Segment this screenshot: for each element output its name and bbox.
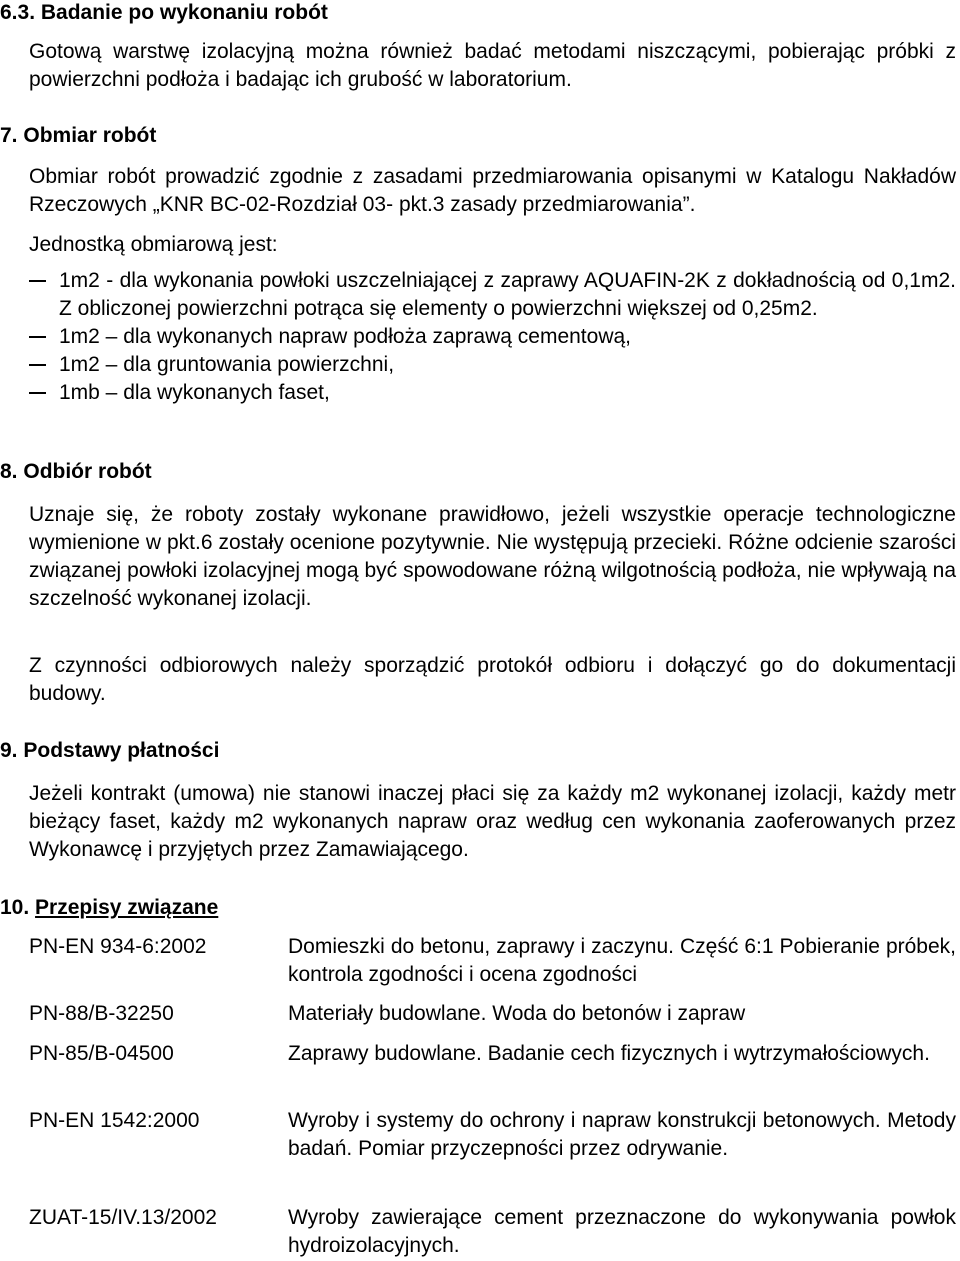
standard-description: Zaprawy budowlane. Badanie cech fizycznych i wytrzymałościowych.: [288, 1042, 930, 1065]
list-item: [29, 351, 956, 379]
section-7-paragraph: Obmiar robót prowadzić zgodnie z zasadami przedmiarowania opisanymi w Katalogu Nakładów Rzeczowych „KNR BC-02-Rozdział 03- pkt.3 zasady przedmiarowania”.: [29, 165, 956, 216]
standard-description: Wyroby zawierające cement przeznaczone do wykonywania powłok hydroizolacyjnych.: [288, 1206, 956, 1257]
list-item-text: 1m2 – dla gruntowania powierzchni,: [59, 353, 395, 376]
section-7-heading: [0, 122, 156, 149]
section-9-heading: [0, 737, 219, 764]
standard-description: Materiały budowlane. Woda do betonów i zapraw: [288, 1002, 746, 1025]
standard-code: PN-EN 1542:2000: [29, 1109, 200, 1132]
section-number: 10.: [0, 896, 30, 919]
dash-bullet-icon: [29, 280, 46, 282]
section-number: 9.: [0, 739, 18, 762]
measurement-unit-list: [29, 267, 956, 407]
dash-bullet-icon: [29, 364, 46, 366]
dash-bullet-icon: [29, 336, 46, 338]
section-title: Odbiór robót: [23, 460, 152, 483]
list-item-text: 1m2 – dla wykonanych napraw podłoża zaprawą cementową,: [59, 325, 631, 348]
standard-code: PN-EN 934-6:2002: [29, 935, 207, 958]
section-number: 8.: [0, 460, 18, 483]
list-item: [29, 379, 956, 407]
section-8-paragraph-2: Z czynności odbiorowych należy sporządzić protokół odbioru i dołączyć go do dokumentacji budowy.: [29, 654, 956, 705]
section-title: Obmiar robót: [23, 124, 157, 147]
section-8-heading: [0, 458, 152, 485]
list-item: [29, 323, 956, 351]
standard-code: ZUAT-15/IV.13/2002: [29, 1206, 217, 1229]
section-9-paragraph: Jeżeli kontrakt (umowa) nie stanowi inaczej płaci się za każdy m2 wykonanej izolacji, każdy metr bieżący faset, każdy m2 wykonanych napraw oraz według cen wykonania zaoferowanych przez Wykonawcę i przyjętych przez Zamawiającego.: [29, 782, 956, 861]
section-title: Przepisy związane: [35, 896, 219, 919]
section-8-paragraph-1: Uznaje się, że roboty zostały wykonane prawidłowo, jeżeli wszystkie operacje technologiczne wymienione w pkt.6 zostały ocenione pozytywnie. Nie występują przecieki. Różne odcienie szarości związanej powłoki izolacyjnej mogą być spowodowane różną wilgotnością podłoża, nie wpływają na szczelność wykonanej izolacji.: [29, 503, 956, 610]
section-title: Podstawy płatności: [23, 739, 220, 762]
list-item-text: 1mb – dla wykonanych faset,: [59, 381, 330, 404]
measurement-unit-intro: Jednostką obmiarową jest:: [29, 233, 278, 256]
dash-bullet-icon: [29, 392, 46, 394]
section-number: 6.3.: [0, 1, 36, 24]
section-10-heading: [0, 894, 218, 921]
standard-description: Domieszki do betonu, zaprawy i zaczynu. Część 6:1 Pobieranie próbek, kontrola zgodności i ocena zgodności: [288, 935, 956, 986]
section-title: Badanie po wykonaniu robót: [40, 1, 328, 24]
list-item: [29, 267, 956, 323]
section-number: 7.: [0, 124, 18, 147]
standard-code: PN-88/B-32250: [29, 1002, 174, 1025]
standard-description: Wyroby i systemy do ochrony i napraw konstrukcji betonowych. Metody badań. Pomiar przyczepności przez odrywanie.: [288, 1109, 956, 1160]
standard-code: PN-85/B-04500: [29, 1042, 174, 1065]
list-item-text: 1m2 - dla wykonania powłoki uszczelniającej z zaprawy AQUAFIN-2K z dokładnością od 0,1m2. Z obliczonej powierzchni potrąca się elementy o powierzchni większej od 0,25m2.: [59, 269, 956, 320]
section-6-3-heading: [0, 0, 328, 26]
section-6-3-paragraph: Gotową warstwę izolacyjną można również badać metodami niszczącymi, pobierając próbki z powierzchni podłoża i badając ich grubość w laboratorium.: [29, 40, 956, 91]
